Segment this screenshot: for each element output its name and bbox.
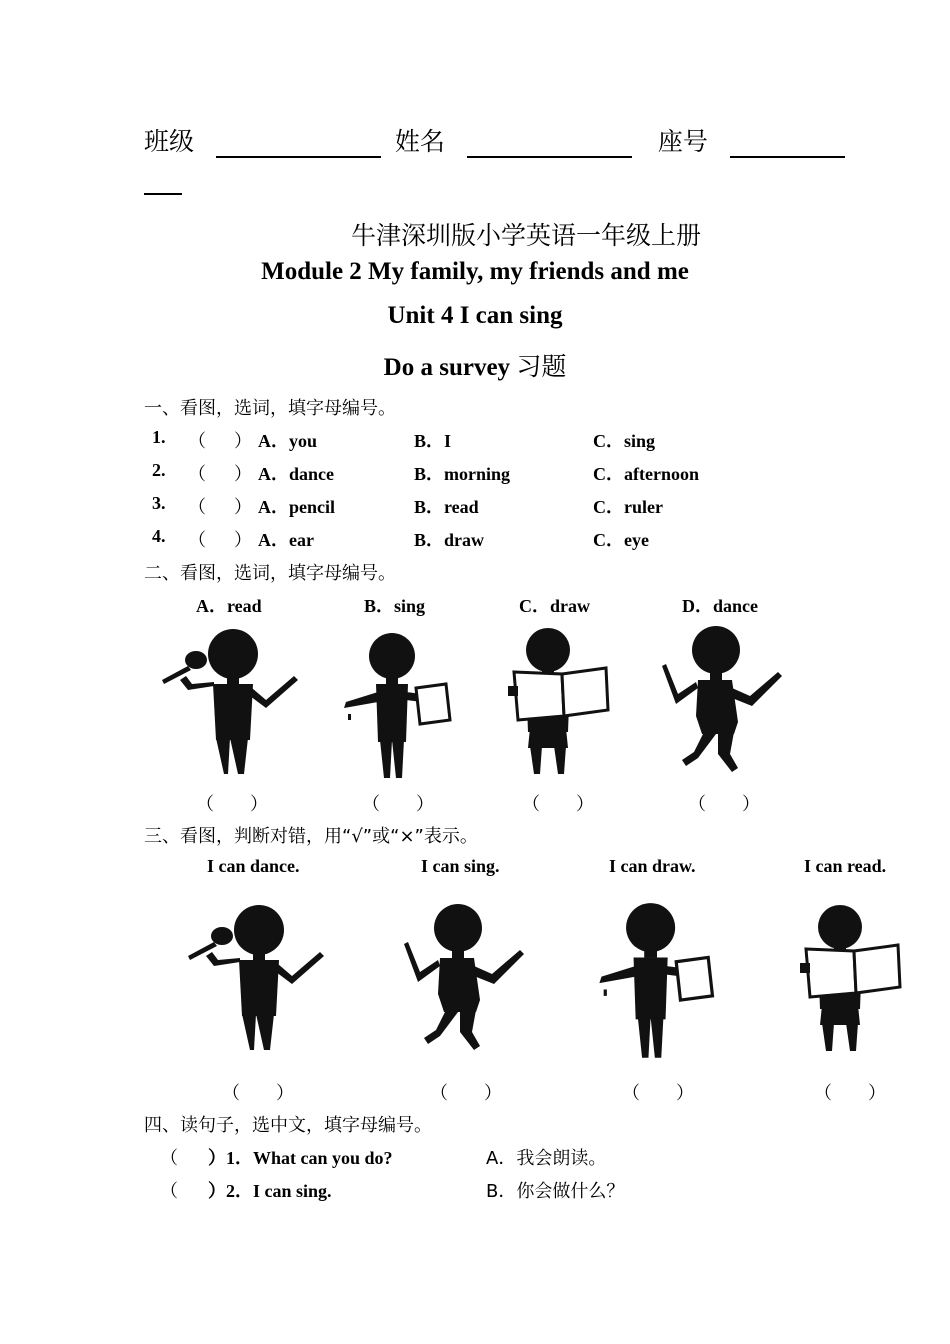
name-blank[interactable]: [467, 132, 632, 158]
s3-singer-figure: [184, 894, 329, 1064]
s2-singer-figure: [158, 628, 303, 778]
s2-reading-figure: [496, 628, 616, 778]
s3-sentence-1: I can dance.: [207, 856, 300, 876]
s1-q3-answer-close: ）: [234, 497, 252, 518]
s2-answer-1[interactable]: （ ）: [196, 794, 268, 815]
s2-option-b: B．sing: [364, 596, 426, 616]
s2-option-d: D．dance: [682, 596, 758, 616]
s1-q4-answer-close: ）: [234, 530, 252, 551]
s2-answer-4[interactable]: （ ）: [688, 794, 760, 815]
seat-blank[interactable]: [730, 132, 845, 158]
s3-answer-1[interactable]: （ ）: [222, 1083, 294, 1104]
s3-sentence-2: I can sing.: [421, 856, 500, 876]
title-module: Module 2 My family, my friends and me: [261, 258, 689, 285]
s1-q4-option-a: A．ear: [258, 530, 314, 550]
s1-q2-option-b: B．morning: [414, 464, 511, 484]
s4-q2-answer-open[interactable]: （: [160, 1181, 178, 1202]
s1-q4-num: 4.: [152, 526, 166, 546]
s1-q2-answer-open[interactable]: （: [188, 464, 206, 485]
s1-q3-option-a: A．pencil: [258, 497, 336, 517]
s4-q2-sentence: ）2．I can sing.: [208, 1181, 332, 1201]
s3-dancing-figure: [398, 896, 530, 1062]
name-label: 姓名: [394, 127, 445, 156]
s2-dancing-figure: [656, 626, 788, 776]
seat-label: 座号: [657, 127, 708, 156]
s1-q2-option-a: A．dance: [258, 464, 334, 484]
s1-q3-option-c: C．ruler: [593, 497, 663, 517]
seat-blank-continuation: [144, 193, 182, 195]
s1-q2-num: 2.: [152, 460, 166, 480]
s3-answer-4[interactable]: （ ）: [814, 1083, 886, 1104]
s2-option-c: C．draw: [519, 596, 590, 616]
title-survey-en: Do a survey: [383, 354, 511, 381]
s1-q4-option-b: B．draw: [414, 530, 485, 550]
s4-q1-sentence: ）1．What can you do?: [208, 1148, 393, 1168]
s2-answer-3[interactable]: （ ）: [522, 794, 594, 815]
s1-q2-option-c: C．afternoon: [593, 464, 699, 484]
s1-q3-answer-open[interactable]: （: [188, 497, 206, 518]
class-label: 班级: [144, 127, 195, 156]
s2-answer-2[interactable]: （ ）: [362, 794, 434, 815]
s2-option-a: A．read: [196, 596, 262, 616]
section3-heading: 三、看图，判断对错，用“√”或“×”表示。: [144, 826, 478, 847]
s3-sentence-3: I can draw.: [609, 856, 696, 876]
title-unit: Unit 4 I can sing: [387, 302, 563, 329]
s3-reading-figure: [788, 904, 908, 1056]
section4-heading: 四、读句子，选中文，填字母编号。: [144, 1115, 432, 1136]
s1-q1-answer-open[interactable]: （: [188, 431, 206, 452]
section1-heading: 一、看图，选词，填字母编号。: [144, 398, 396, 419]
title-book: 牛津深圳版小学英语一年级上册: [350, 221, 701, 250]
s1-q1-option-a: A．you: [258, 431, 318, 451]
s1-q3-num: 3.: [152, 493, 166, 513]
header-class-line: [144, 122, 845, 158]
s3-answer-3[interactable]: （ ）: [622, 1083, 694, 1104]
s3-answer-2[interactable]: （ ）: [430, 1083, 502, 1104]
s1-q2-answer-close: ）: [234, 464, 252, 485]
section2-heading: 二、看图，选词，填字母编号。: [144, 563, 396, 584]
title-survey: [0, 347, 950, 383]
s3-drawing-figure: [596, 902, 718, 1062]
s1-q1-num: 1.: [152, 427, 166, 447]
class-blank[interactable]: [216, 132, 381, 158]
s4-option-b: B．你会做什么？: [486, 1181, 625, 1202]
s1-q4-option-c: C．eye: [593, 530, 649, 550]
s4-q1-answer-open[interactable]: （: [160, 1148, 178, 1169]
s1-q1-answer-close: ）: [234, 431, 252, 452]
title-survey-zh: 习题: [516, 352, 567, 381]
s1-q4-answer-open[interactable]: （: [188, 530, 206, 551]
s3-sentence-4: I can read.: [804, 856, 887, 876]
s1-q1-option-c: C．sing: [593, 431, 656, 451]
s1-q1-option-b: B．I: [414, 431, 452, 451]
s1-q3-option-b: B．read: [414, 497, 479, 517]
s2-drawing-figure: [342, 632, 454, 782]
s4-option-a: A．我会朗读。: [486, 1148, 607, 1169]
